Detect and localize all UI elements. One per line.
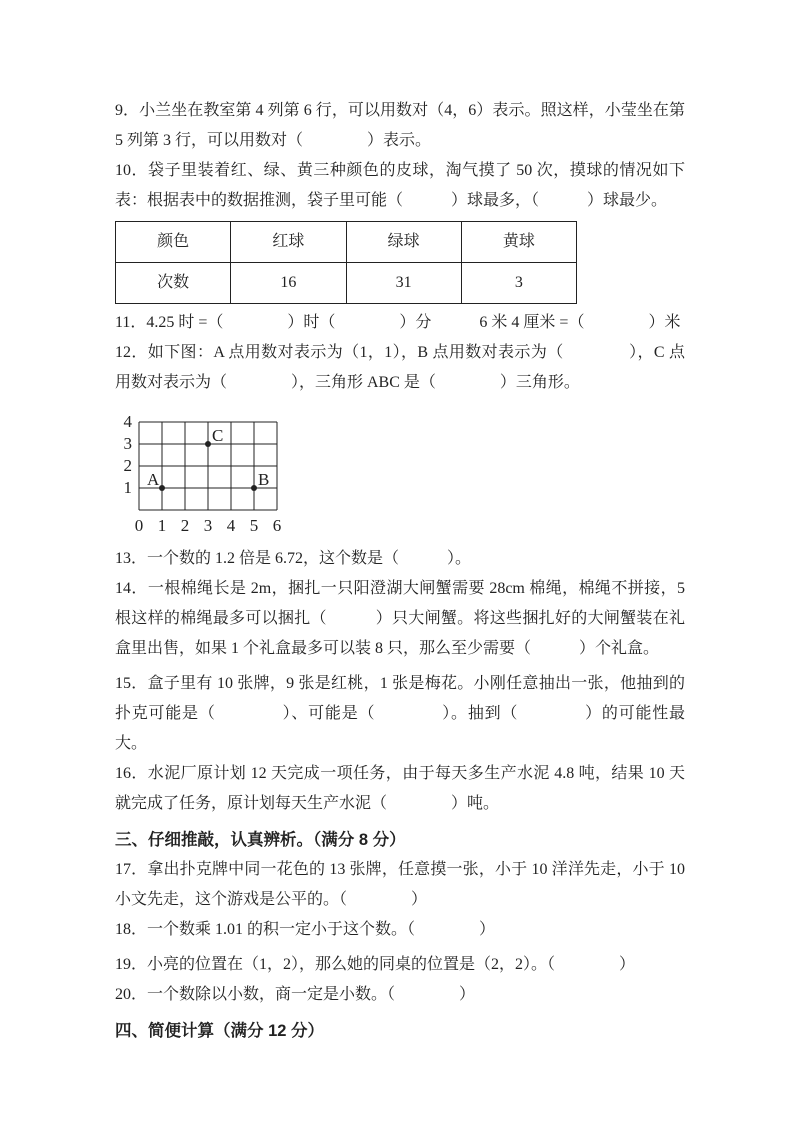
y-axis-label: 2 [123, 456, 132, 475]
coordinate-grid-figure [115, 414, 685, 536]
y-axis-label: 4 [123, 414, 132, 431]
question-16: 16．水泥厂原计划 12 天完成一项任务，由于每天多生产水泥 4.8 吨，结果 10 天就完成了任务，原计划每天生产水泥（ ）吨。 [115, 765, 685, 812]
x-axis-label: 1 [157, 516, 167, 535]
question-9: 9．小兰坐在教室第 4 列第 6 行，可以用数对（4，6）表示。照这样，小莹坐在第 5 列第 3 行，可以用数对（ ）表示。 [115, 102, 685, 149]
question-18: 18．一个数乘 1.01 的积一定小于这个数。（ ） [115, 921, 496, 938]
grid-lines [139, 422, 277, 510]
table-cell-red-count: 16 [231, 263, 346, 304]
y-axis-label: 3 [123, 434, 132, 453]
question-14: 14．一根棉绳长是 2m，捆扎一只阳澄湖大闸蟹需要 28cm 棉绳，棉绳不拼接，5 根这样的棉绳最多可以捆扎（ ）只大闸蟹。将这些捆扎好的大闸蟹装在礼盒里出售，如果 1 个礼盒最多可以装 8 只，那么至少需要（ ）个礼盒。 [115, 580, 685, 657]
table-cell-green-count: 31 [346, 263, 461, 304]
x-axis-label: 3 [203, 516, 213, 535]
table-row-colors [116, 222, 577, 263]
question-19: 19．小亮的位置在（1，2），那么她的同桌的位置是（2，2）。（ ） [115, 956, 636, 973]
y-axis-label: 1 [123, 478, 132, 497]
question-10: 10．袋子里装着红、绿、黄三种颜色的皮球，淘气摸了 50 次，摸球的情况如下表：根据表中的数据推测，袋子里可能（ ）球最多，（ ）球最少。 [115, 162, 685, 209]
table-cell-red-ball: 红球 [231, 222, 346, 263]
table-cell-green-ball: 绿球 [346, 222, 461, 263]
point-a-dot [159, 485, 165, 491]
question-15: 15．盒子里有 10 张牌，9 张是红桃，1 张是梅花。小刚任意抽出一张，他抽到的扑克可能是（ ）、可能是（ ）。抽到（ ）的可能性最大。 [115, 675, 685, 752]
table-cell-yellow-count: 3 [461, 263, 576, 304]
section-3-heading: 三、仔细推敲，认真辨析。（满分 8 分） [115, 831, 406, 849]
question-20: 20．一个数除以小数，商一定是小数。（ ） [115, 986, 476, 1003]
table-cell-yellow-ball: 黄球 [461, 222, 576, 263]
section-4-heading: 四、简便计算（满分 12 分） [115, 1022, 325, 1040]
table-row-counts [116, 263, 577, 304]
point-c-dot [205, 441, 211, 447]
x-axis-label: 4 [226, 516, 236, 535]
question-13: 13．一个数的 1.2 倍是 6.72，这个数是（ ）。 [115, 550, 472, 567]
question-17: 17．拿出扑克牌中同一花色的 13 张牌，任意摸一张，小于 10 洋洋先走，小于 10 小文先走，这个游戏是公平的。（ ） [115, 861, 685, 908]
x-axis-label: 0 [134, 516, 144, 535]
x-axis-label: 6 [272, 516, 282, 535]
ball-count-table [115, 221, 577, 304]
point-c-label: C [212, 426, 224, 445]
grid-figure-svg [119, 414, 291, 536]
question-11: 11．4.25 时 =（ ）时（ ）分 6 米 4 厘米 =（ ）米 [115, 314, 681, 331]
point-b-dot [251, 485, 257, 491]
point-a-label: A [147, 470, 160, 489]
x-axis-label: 2 [180, 516, 190, 535]
x-axis-label: 5 [249, 516, 259, 535]
table-cell-color-header: 颜色 [116, 222, 231, 263]
table-cell-count-header: 次数 [116, 263, 231, 304]
point-b-label: B [258, 470, 270, 489]
question-12: 12．如下图：A 点用数对表示为（1，1），B 点用数对表示为（ ），C 点用数对表示为（ ），三角形 ABC 是（ ）三角形。 [115, 344, 685, 391]
